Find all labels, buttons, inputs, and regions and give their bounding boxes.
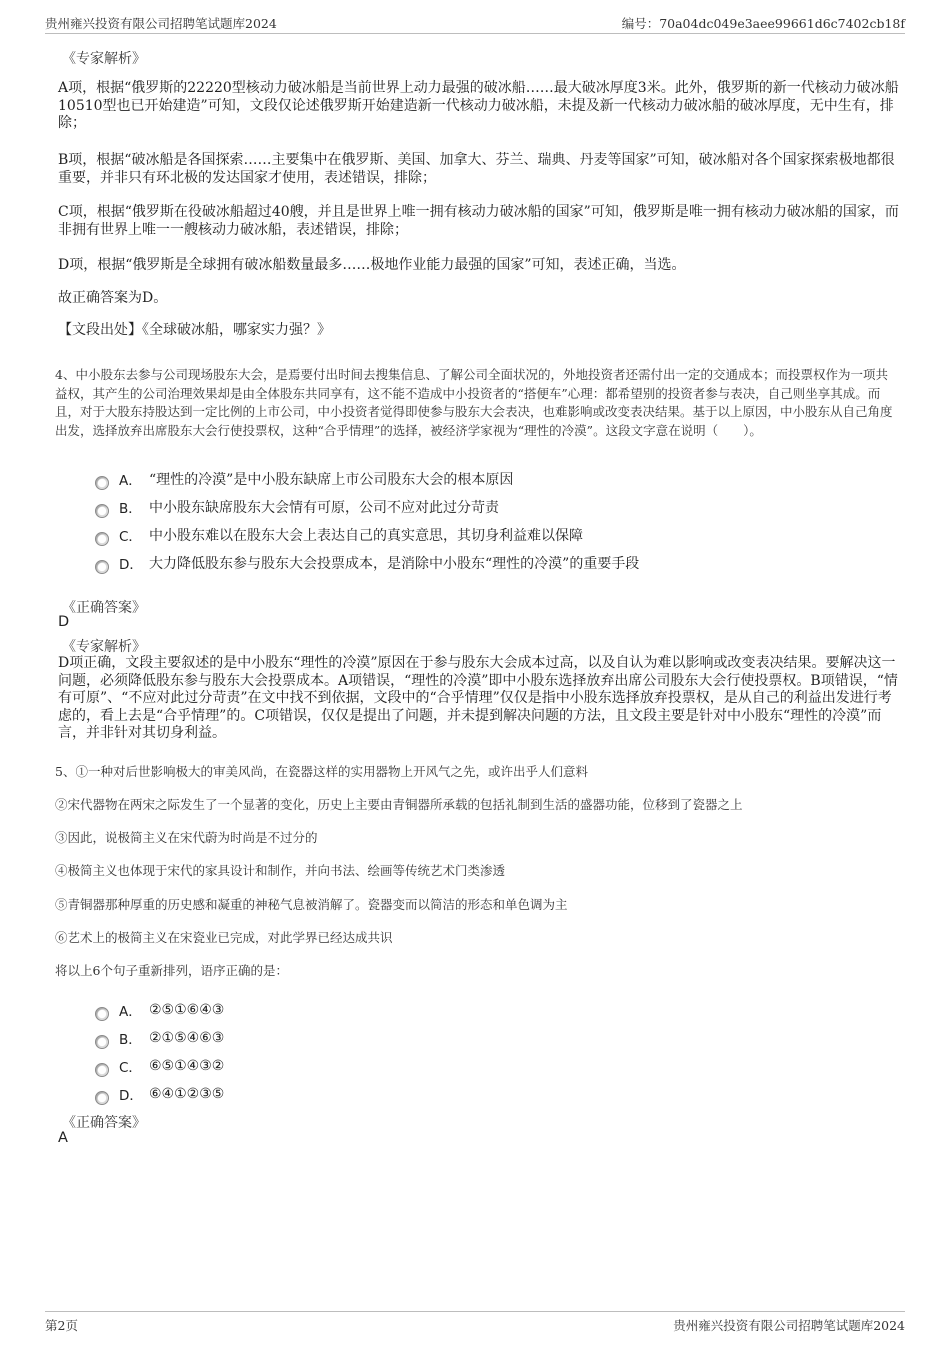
- q3-analysis-option-c: C项，根据“俄罗斯在役破冰船超过40艘，并且是世界上唯一拥有核动力破冰船的国家”可知，俄罗斯是唯一拥有核动力破冰船的国家，而非拥有世界上唯一一艘核动力破冰船，表述错误，排除；: [58, 204, 899, 238]
- q3-analysis-option-a: A项，根据“俄罗斯的22220型核动力破冰船是当前世界上动力最强的破冰船……最大破冰厚度3米。此外，俄罗斯的新一代核动力破冰船10510型也已开始建造”可知，文段仅论述俄罗斯开始建造新一代核动力破冰船，未提及新一代核动力破冰船的破冰厚度，无中生有，排除；: [58, 80, 899, 131]
- q4-analysis-label: 《专家解析》: [62, 639, 146, 655]
- q5-answer: A: [58, 1130, 68, 1146]
- q5-option-d[interactable]: [95, 1083, 224, 1105]
- q4-option-c[interactable]: [95, 524, 583, 546]
- radio-icon[interactable]: [95, 504, 109, 518]
- radio-icon[interactable]: [95, 1007, 109, 1021]
- page-number: 第2页: [45, 1318, 78, 1333]
- option-text: ②①⑤④⑥③: [149, 1030, 225, 1046]
- option-letter: A．: [119, 1004, 142, 1020]
- option-letter: B．: [119, 1032, 142, 1048]
- radio-icon[interactable]: [95, 1035, 109, 1049]
- header-divider: [45, 33, 905, 34]
- radio-icon[interactable]: [95, 1091, 109, 1105]
- q3-analysis-option-b: B项，根据“破冰船是各国探索……主要集中在俄罗斯、美国、加拿大、芬兰、瑞典、丹麦等国家”可知，破冰船对各个国家探索极地都很重要，并非只有环北极的发达国家才使用，表述错误，排除；: [58, 152, 895, 186]
- header-title: 贵州雍兴投资有限公司招聘笔试题库2024: [45, 16, 277, 31]
- option-text: ⑥⑤①④③②: [149, 1058, 225, 1074]
- q4-option-a[interactable]: [95, 468, 513, 490]
- option-letter: D．: [119, 1088, 143, 1104]
- radio-icon[interactable]: [95, 560, 109, 574]
- option-text: 中小股东缺席股东大会情有可原，公司不应对此过分苛责: [149, 500, 499, 516]
- q5-sentence-6: ⑥艺术上的极简主义在宋瓷业已完成，对此学界已经达成共识: [55, 930, 393, 945]
- header-doc-number: 编号：70a04dc049e3aee99661d6c7402cb18f: [621, 16, 905, 31]
- option-letter: A．: [119, 473, 142, 489]
- q3-analysis-option-d: D项，根据“俄罗斯是全球拥有破冰船数量最多……极地作业能力最强的国家”可知，表述正确，当选。: [58, 257, 686, 273]
- q4-analysis: D项正确，文段主要叙述的是中小股东“理性的冷漠”原因在于参与股东大会成本过高，以及自认为难以影响或改变表决结果。要解决这一问题，必须降低股东参与股东大会投票成本。A项错误，“理性的冷漠”即中小股东选择放弃出席公司股东大会行使投票权。B项错误，“情有可原”、“不应对此过分苛责”在文中找不到依据，文段中的“合乎情理”仅仅是指中小股东选择放弃投票权，是从自己的利益出发进行考虑的，看上去是“合乎情理”的。C项错误，仅仅是提出了问题，并未提到解决问题的方法，且文段主要是针对中小股东“理性的冷漠”而言，并非针对其切身利益。: [58, 655, 898, 741]
- option-text: 大力降低股东参与股东大会投票成本，是消除中小股东“理性的冷漠”的重要手段: [149, 556, 640, 572]
- option-letter: C．: [119, 529, 142, 545]
- radio-icon[interactable]: [95, 1063, 109, 1077]
- q3-analysis-label: 《专家解析》: [62, 51, 146, 67]
- q5-stem: 5、①一种对后世影响极大的审美风尚，在瓷器这样的实用器物上开风气之先，或许出乎人们意料: [55, 764, 588, 779]
- q5-answer-label: 《正确答案》: [62, 1115, 146, 1131]
- q4-answer-label: 《正确答案》: [62, 600, 146, 616]
- option-letter: C．: [119, 1060, 142, 1076]
- q5-sentence-2: ②宋代器物在两宋之际发生了一个显著的变化，历史上主要由青铜器所承载的包括礼制到生活的盛器功能，位移到了瓷器之上: [55, 797, 743, 812]
- option-text: ②⑤①⑥④③: [149, 1002, 225, 1018]
- radio-icon[interactable]: [95, 476, 109, 490]
- q4-option-d[interactable]: [95, 552, 639, 574]
- q4-option-b[interactable]: [95, 496, 499, 518]
- q3-source: 【文段出处】《全球破冰船，哪家实力强？》: [58, 322, 331, 338]
- footer-title: 贵州雍兴投资有限公司招聘笔试题库2024: [673, 1318, 905, 1333]
- q4-stem: 4、中小股东去参与公司现场股东大会，是焉要付出时间去搜集信息、了解公司全面状况的，外地投资者还需付出一定的交通成本；而投票权作为一项共益权，其产生的公司治理效果却是由全体股东共同享有，这不能不造成中小投资者的“搭便车”心理：都希望别的投资者参与表决，自己则坐享其成。而且，对于大股东持股达到一定比例的上市公司，中小投资者觉得即使参与股东大会表决，也难影响或改变表决结果。基于以上原因，中小股东从自己角度出发，选择放弃出席股东大会行使投票权，这种“合乎情理”的选择，被经济学家视为“理性的冷漠”。这段文字意在说明（ ）。: [55, 367, 893, 438]
- q5-option-b[interactable]: [95, 1027, 224, 1049]
- q5-sentence-4: ④极简主义也体现于宋代的家具设计和制作，并向书法、绘画等传统艺术门类渗透: [55, 863, 506, 878]
- option-text: “理性的冷漠”是中小股东缺席上市公司股东大会的根本原因: [149, 472, 514, 488]
- q4-answer: D: [58, 614, 70, 630]
- q5-prompt: 将以上6个句子重新排列，语序正确的是：: [55, 963, 288, 978]
- q5-option-c[interactable]: [95, 1055, 224, 1077]
- q5-sentence-3: ③因此，说极简主义在宋代蔚为时尚是不过分的: [55, 830, 318, 845]
- q5-sentence-5: ⑤青铜器那种厚重的历史感和凝重的神秘气息被消解了。瓷器变而以简洁的形态和单色调为主: [55, 897, 568, 912]
- option-letter: D．: [119, 557, 143, 573]
- option-text: 中小股东难以在股东大会上表达自己的真实意思，其切身利益难以保障: [149, 528, 583, 544]
- radio-icon[interactable]: [95, 532, 109, 546]
- q5-option-a[interactable]: [95, 999, 224, 1021]
- q3-conclusion: 故正确答案为D。: [58, 290, 168, 306]
- option-letter: B．: [119, 501, 142, 517]
- option-text: ⑥④①②③⑤: [149, 1086, 225, 1102]
- footer-divider: [45, 1311, 905, 1312]
